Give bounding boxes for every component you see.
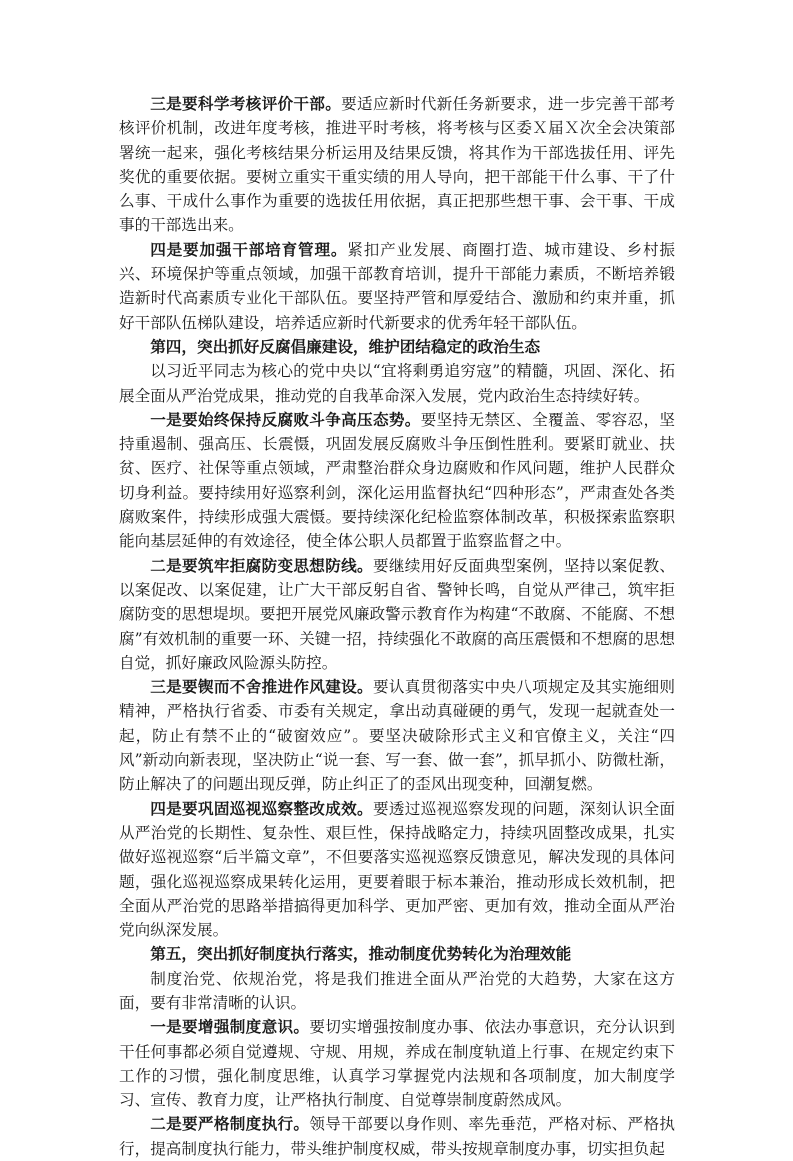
paragraph [119, 359, 675, 408]
paragraph-text: 要透过巡视巡察发现的问题，深刻认识全面从严治党的长期性、复杂性、艰巨性，保持战略定力，持续巩固整改成果，扎实做好巡视巡察“后半篇文章”，不但要落实巡视巡察反馈意见，解决发现的具体问题，强化巡视巡察成果转化运用，更要着眼于标本兼治，推动形成长效机制，把全面从严治党的思路举措搞得更加科学、更加严密、更加有效，推动全面从严治党向纵深发展。 [119, 799, 675, 940]
paragraph-lead: 四是要巩固巡视巡察整改成效。 [150, 798, 373, 818]
paragraph [119, 675, 675, 796]
paragraph-lead: 二是要筑牢拒腐防变思想防线。 [150, 555, 373, 575]
paragraph [119, 408, 675, 554]
section-heading: 第四，突出抓好反腐倡廉建设，维护团结稳定的政治生态 [150, 336, 541, 356]
paragraph-text: 制度治党、依规治党，将是我们推进全面从严治党的大趋势，大家在这方面，要有非常清晰的认识。 [119, 969, 675, 1012]
paragraph-text: 要切实增强按制度办事、依法办事意识，充分认识到干任何事都必须自觉遵规、守规、用规，养成在制度轨道上行事、在规定约束下工作的习惯，强化制度思维，认真学习掌握党内法规和各项制度，加大制度学习、宣传、教育力度，让严格执行制度、自觉尊崇制度蔚然成风。 [119, 1018, 675, 1110]
paragraph-text: 要适应新时代新任务新要求，进一步完善干部考核评价机制，改进年度考核，推进平时考核，将考核与区委Ｘ届Ｘ次全会决策部署统一起来，强化考核结果分析运用及结果反馈，将其作为干部选拔任用、评先奖优的重要依据。要树立重实干重实绩的用人导向，把干部能干什么事、干了什么事、干成什么事作为重要的选拔任用依据，真正把那些想干事、会干事、干成事的干部选出来。 [119, 95, 675, 235]
section-heading: 第五，突出抓好制度执行落实，推动制度优势转化为治理效能 [150, 944, 572, 964]
paragraph-lead: 二是要严格制度执行。 [150, 1114, 310, 1134]
paragraph [119, 554, 675, 675]
paragraph-text: 要继续用好反面典型案例，坚持以案促教、以案促改、以案促建，让广大干部反躬自省、警钟长鸣，自觉从严律己，筑牢拒腐防变的思想堤坝。要把开展党风廉政警示教育作为构建“不敢腐、不能腐、不想腐”有效机制的重要一环、关键一招，持续强化不敢腐的高压震慑和不想腐的思想自觉，抓好廉政风险源头防控。 [119, 556, 675, 672]
paragraph [119, 1015, 675, 1112]
paragraph-text: 要坚持无禁区、全覆盖、零容忍，坚持重遏制、强高压、长震慑，巩固发展反腐败斗争压倒性胜利。要紧盯就业、扶贫、医疗、社保等重点领域，严肃整治群众身边腐败和作风问题，维护人民群众切身利益。要持续用好巡察利剑，深化运用监督执纪“四种形态”，严肃查处各类腐败案件，持续形成强大震慑。要持续深化纪检监察体制改革，积极探索监察职能向基层延伸的有效途径，使全体公职人员都置于监察监督之中。 [119, 410, 675, 551]
paragraph [119, 238, 675, 335]
paragraph-lead: 一是要始终保持反腐败斗争高压态势。 [150, 409, 421, 429]
paragraph [119, 797, 675, 943]
paragraph-lead: 三是要科学考核评价干部。 [150, 94, 342, 113]
paragraph-text: 紧扣产业发展、商圈打造、城市建设、乡村振兴、环境保护等重点领域，加强干部教育培训，提升干部能力素质，不断培养锻造新时代高素质专业化干部队伍。要坚持严管和厚爱结合、激励和约束并重，抓好干部队伍梯队建设，培养适应新时代新要求的优秀年轻干部队伍。 [119, 240, 675, 332]
paragraph-text: 以习近平同志为核心的党中央以“宜将剩勇追穷寇”的精髓，巩固、深化、拓展全面从严治党成果，推动党的自我革命深入发展，党内政治生态持续好转。 [119, 362, 675, 405]
paragraph [119, 967, 675, 1016]
document-body [119, 92, 675, 1161]
paragraph-text: 领导干部要以身作则、率先垂范，严格对标、严格执行，提高制度执行能力，带头维护制度权威，带头按规章制度办事，切实担负起 [119, 1115, 675, 1158]
paragraph-text: 要认真贯彻落实中央八项规定及其实施细则精神，严格执行省委、市委有关规定，拿出动真碰硬的勇气，发现一起就查处一起，防止有禁不止的“破窗效应”。要坚决破除形式主义和官僚主义，关注“四风”新动向新表现，坚决防止“说一套、写一套、做一套”，抓早抓小、防微杜渐，防止解决了的问题出现反弹，防止纠正了的歪风出现变种，回潮复燃。 [119, 678, 675, 794]
paragraph-lead: 一是要增强制度意识。 [150, 1017, 310, 1037]
paragraph-lead: 三是要锲而不舍推进作风建设。 [150, 677, 373, 697]
paragraph [119, 92, 675, 238]
paragraph-lead: 四是要加强干部培育管理。 [150, 239, 348, 259]
paragraph [119, 1112, 675, 1161]
